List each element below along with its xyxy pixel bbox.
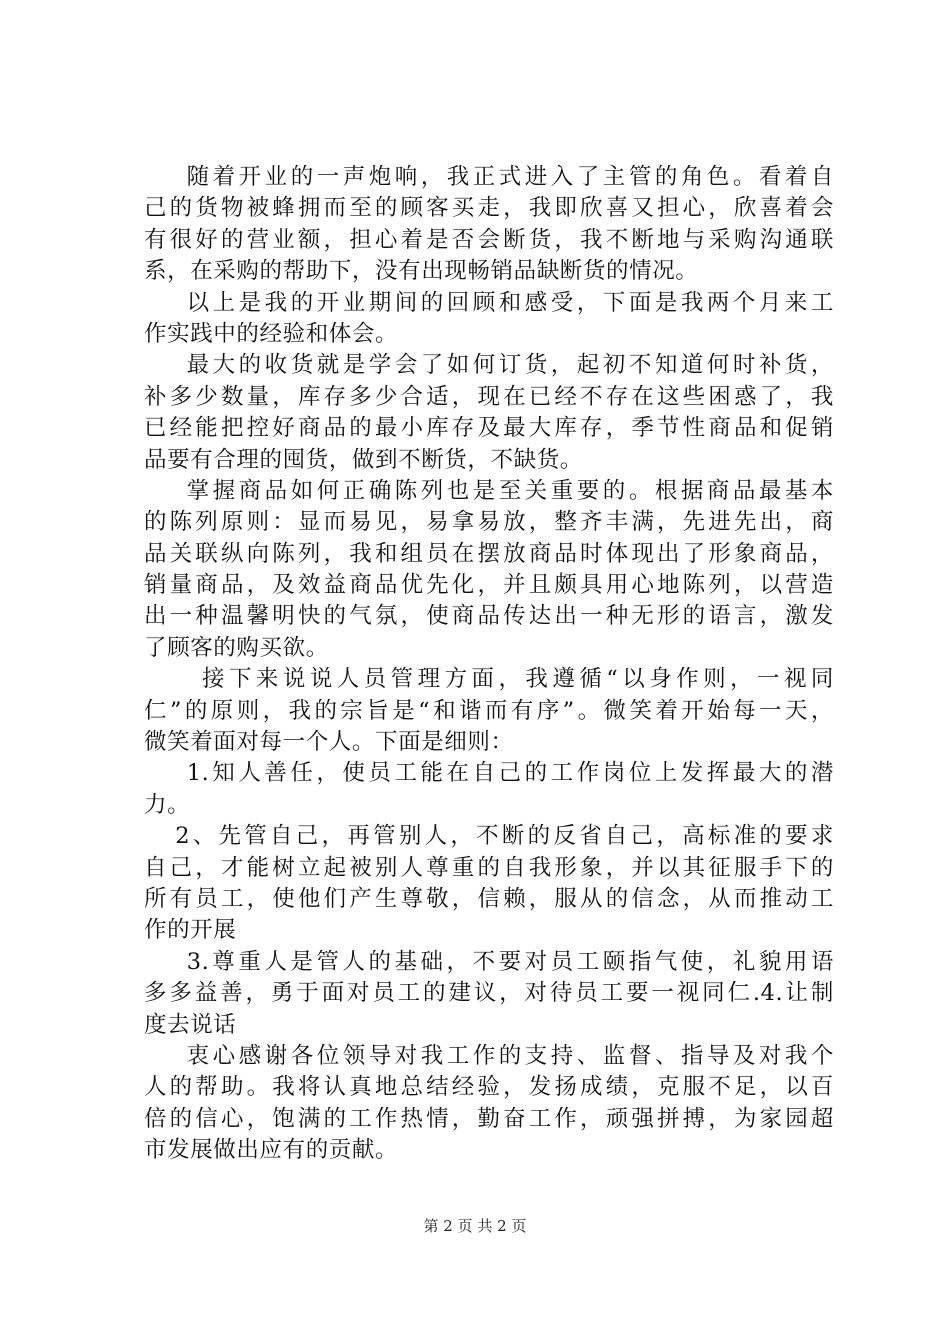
- text-line: 接下来说说人员管理方面，我遵循“以身作则，一视同: [144, 666, 834, 693]
- text-line: 1.知人善任，使员工能在自己的工作岗位上发挥最大的潜: [144, 760, 834, 787]
- text-line: 掌握商品如何正确陈列也是至关重要的。根据商品最基本: [144, 477, 834, 504]
- document-body: [144, 162, 834, 1167]
- text-line: 仁”的原则，我的宗旨是“和谐而有序”。微笑着开始每一天，: [144, 697, 834, 724]
- text-line: 倍的信心，饱满的工作热情，勤奋工作，顽强拼搏，为家园超: [144, 1105, 834, 1132]
- text-line: 力。: [144, 791, 191, 818]
- text-line: 了顾客的购买欲。: [144, 634, 329, 661]
- text-line: 品要有合理的囤货，做到不断货，不缺货。: [144, 446, 583, 473]
- text-line: 系，在采购的帮助下，没有出现畅销品缺断货的情况。: [144, 258, 699, 285]
- text-line: 人的帮助。我将认真地总结经验，发扬成绩，克服不足，以百: [144, 1074, 834, 1101]
- text-line: 己的货物被蜂拥而至的顾客买走，我即欣喜又担心，欣喜着会: [144, 195, 834, 222]
- text-line: 所有员工，使他们产生尊敬，信赖，服从的信念，从而推动工: [144, 885, 834, 912]
- text-line: 已经能把控好商品的最小库存及最大库存，季节性商品和促销: [144, 415, 834, 442]
- text-line: 有很好的营业额，担心着是否会断货，我不断地与采购沟通联: [144, 226, 834, 253]
- text-line: 度去说话: [144, 1011, 237, 1038]
- text-line: 2、先管自己，再管别人，不断的反省自己，高标准的要求: [144, 823, 834, 850]
- text-line: 品关联纵向陈列，我和组员在摆放商品时体现出了形象商品，: [144, 540, 834, 567]
- text-line: 补多少数量，库存多少合适，现在已经不存在这些困惑了，我: [144, 383, 834, 410]
- text-line: 最大的收货就是学会了如何订货，起初不知道何时补货，: [144, 352, 834, 379]
- text-line: 市发展做出应有的贡献。: [144, 1137, 399, 1164]
- text-line: 微笑着面对每一个人。下面是细则：: [144, 729, 514, 756]
- text-line: 销量商品，及效益商品优先化，并且颇具用心地陈列，以营造: [144, 572, 834, 599]
- text-line: 作的开展: [144, 917, 237, 944]
- text-line: 的陈列原则：显而易见，易拿易放，整齐丰满，先进先出，商: [144, 509, 834, 536]
- text-line: 自己，才能树立起被别人尊重的自我形象，并以其征服手下的: [144, 854, 834, 881]
- page-footer: 第 2 页 共 2 页: [423, 1217, 527, 1235]
- text-line: 作实践中的经验和体会。: [144, 320, 399, 347]
- text-line: 多多益善，勇于面对员工的建议，对待员工要一视同仁.4.让制: [144, 980, 834, 1007]
- text-line: 出一种温馨明快的气氛，使商品传达出一种无形的语言，激发: [144, 603, 834, 630]
- text-line: 以上是我的开业期间的回顾和感受，下面是我两个月来工: [144, 289, 834, 316]
- text-line: 随着开业的一声炮响，我正式进入了主管的角色。看着自: [144, 164, 834, 190]
- text-line: 3.尊重人是管人的基础，不要对员工颐指气使，礼貌用语: [144, 948, 834, 975]
- text-line: 衷心感谢各位领导对我工作的支持、监督、指导及对我个: [144, 1042, 834, 1069]
